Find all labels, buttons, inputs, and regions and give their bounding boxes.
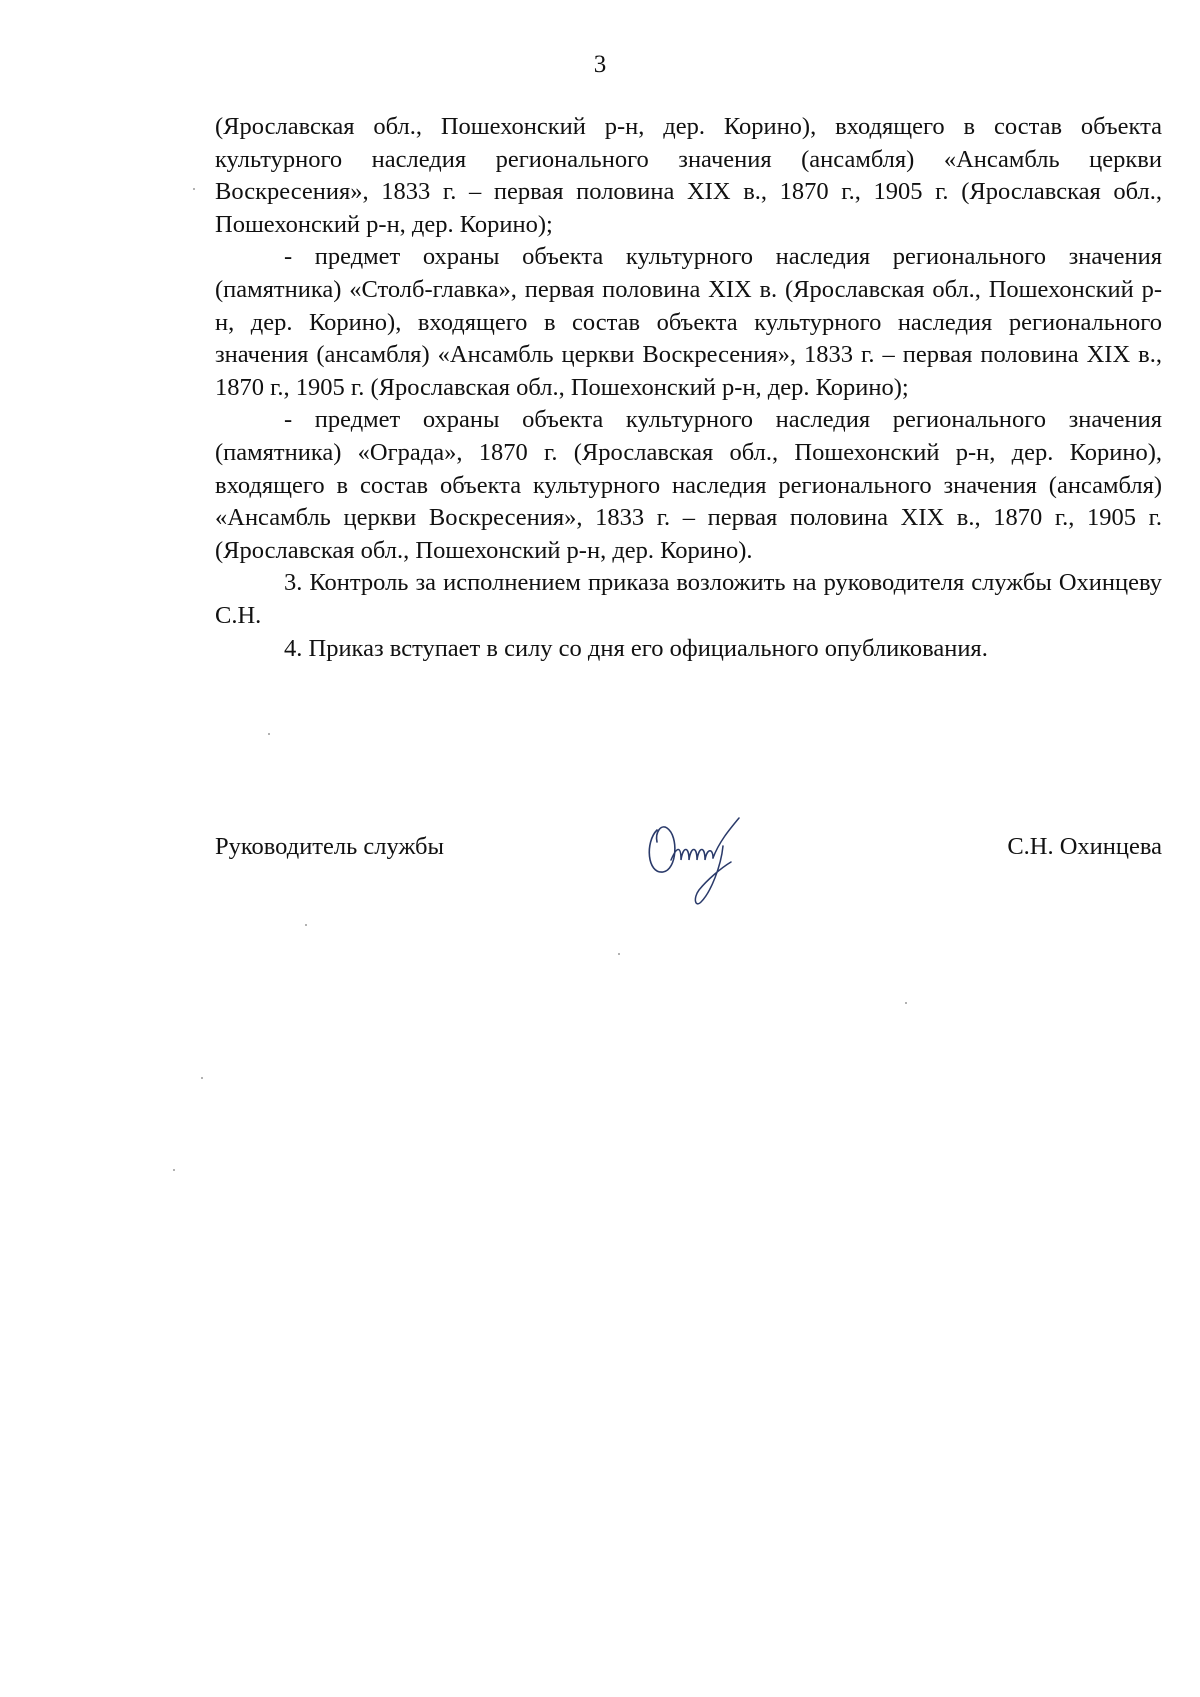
paragraph-continuation: (Ярославская обл., Пошехонский р-н, дер. Корино), входящего в состав объекта культурного наследия регионального значения (ансамбля) «Ансамбль церкви Воскресения», 1833 г. – первая половина XIX в., 1870 г., 1905 г. (Ярославская обл., Пошехонский р-н, дер. Корино);	[215, 113, 1162, 238]
scan-speck	[618, 953, 620, 955]
scan-speck	[173, 1169, 175, 1171]
paragraph-clause-3: 3. Контроль за исполнением приказа возложить на руководителя службы Охинцеву С.Н.	[215, 569, 1162, 629]
paragraph-item-stolb-glavka: - предмет охраны объекта культурного наследия регионального значения (памятника) «Столб-главка», первая половина XIX в. (Ярославская обл., Пошехонский р-н, дер. Корино), входящего в состав объекта культурного наследия регионального значения (ансамбля) «Ансамбль церкви Воскресения», 1833 г. – первая половина XIX в., 1870 г., 1905 г. (Ярославская обл., Пошехонский р-н, дер. Корино);	[215, 243, 1162, 401]
scan-speck	[905, 1002, 907, 1004]
scan-speck	[201, 1077, 203, 1079]
paragraph-item-ograda: - предмет охраны объекта культурного наследия регионального значения (памятника) «Ограда», 1870 г. (Ярославская обл., Пошехонский р-н, дер. Корино), входящего в состав объекта культурного наследия регионального значения (ансамбля) «Ансамбль церкви Воскресения», 1833 г. – первая половина XIX в., 1870 г., 1905 г. (Ярославская обл., Пошехонский р-н, дер. Корино).	[215, 406, 1162, 564]
signatory-name: С.Н. Охинцева	[1007, 833, 1162, 860]
signatory-role: Руководитель службы	[215, 833, 444, 860]
paragraph-clause-4: 4. Приказ вступает в силу со дня его официального опубликования.	[284, 634, 988, 662]
page-number: 3	[593, 51, 607, 78]
scan-speck	[268, 733, 270, 735]
handwritten-signature	[627, 802, 777, 912]
signature-block	[215, 812, 1162, 932]
document-body	[215, 111, 1162, 665]
scan-speck	[193, 188, 195, 190]
scan-speck	[305, 924, 307, 926]
